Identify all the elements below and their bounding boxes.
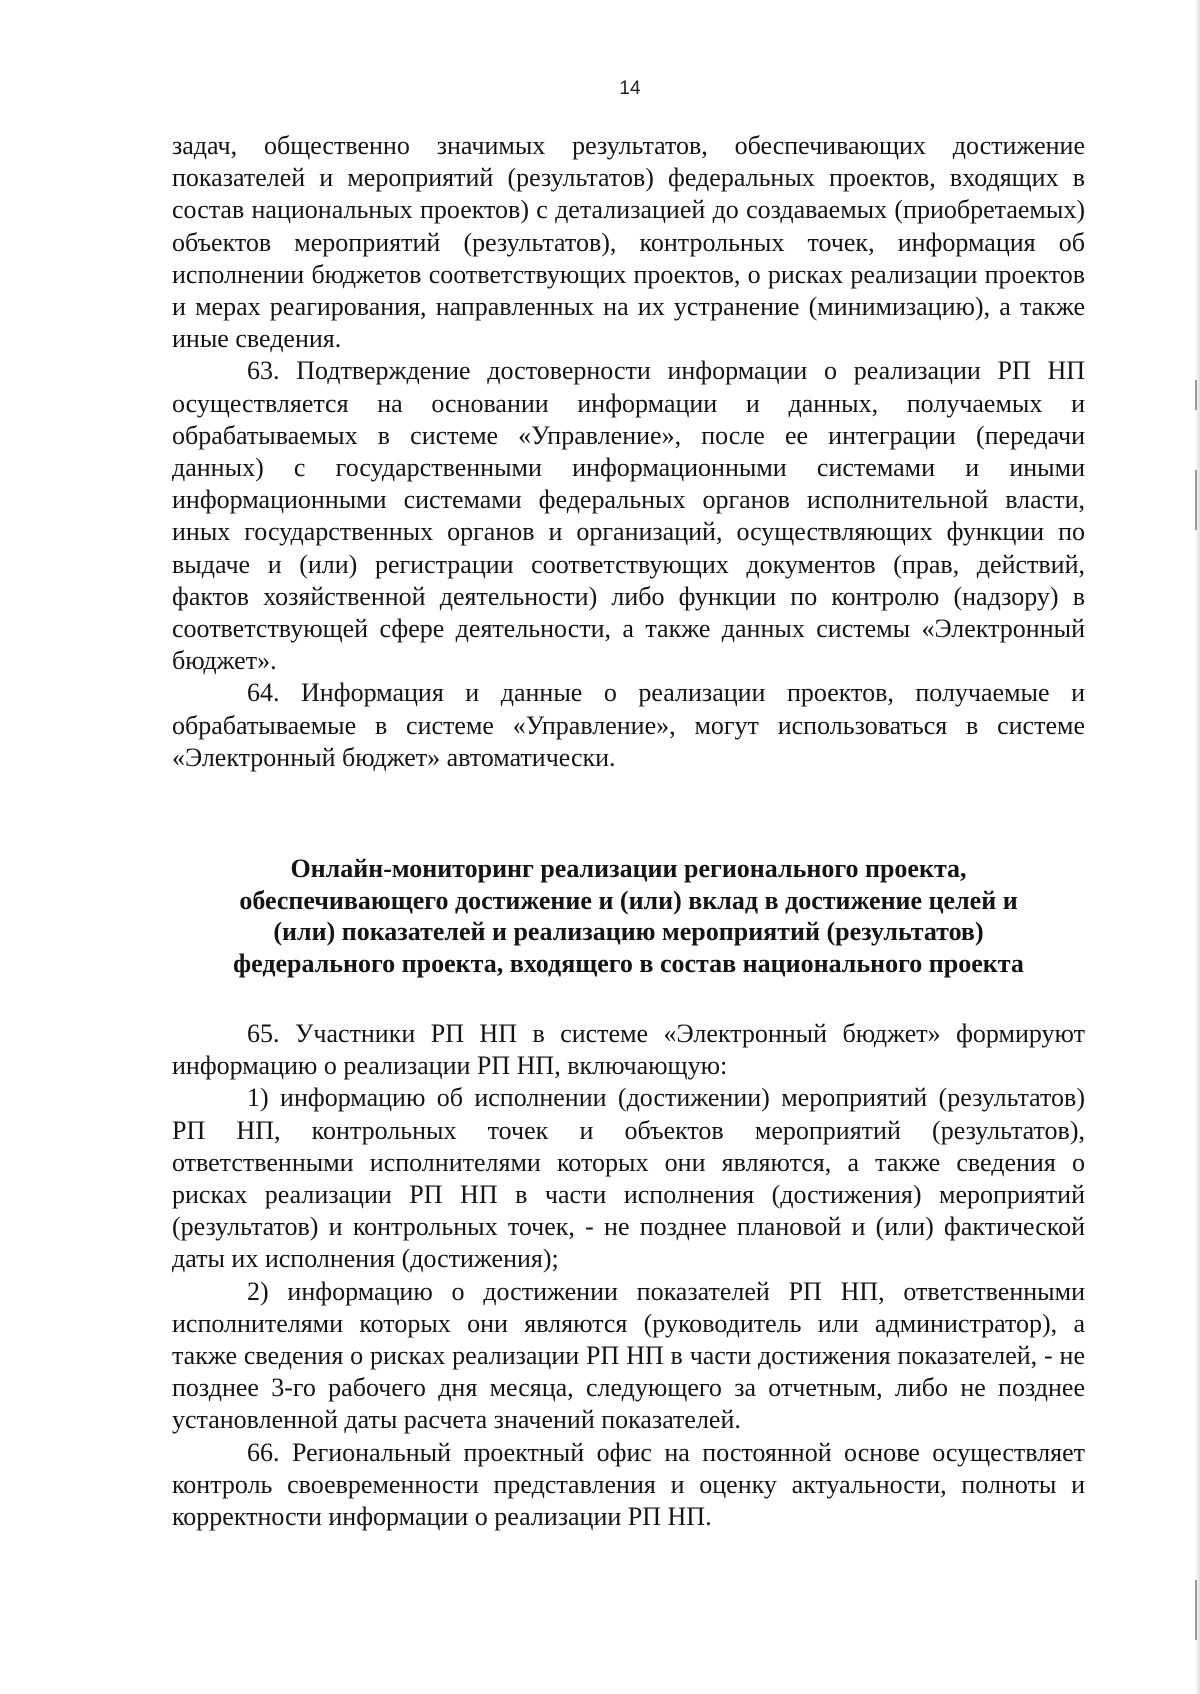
body-text-bottom <box>172 1018 1085 1533</box>
paragraph-64: 64. Информация и данные о реализации проектов, получаемые и обрабатываемые в системе «Управление», могут использоваться в системе «Электронный бюджет» автоматически. <box>172 678 1085 772</box>
body-text-top <box>172 130 1085 774</box>
scan-edge <box>1196 0 1200 1694</box>
paragraph-65-item-1: 1) информацию об исполнении (достижении) мероприятий (результатов) РП НП, контрольных точек и объектов мероприятий (результатов), ответственными исполнителями которых они являются, а также сведения о рисках реализации РП НП в части исполнения (достижения) мероприятий (результатов) и контрольных точек, - не позднее плановой и (или) фактической даты их исполнения (достижения); <box>172 1083 1085 1274</box>
paragraph-65: 65. Участники РП НП в системе «Электронный бюджет» формируют информацию о реализации РП НП, включающую: <box>172 1019 1085 1081</box>
section-heading <box>172 853 1085 979</box>
section-heading-line: (или) показателей и реализацию мероприятий (результатов) <box>273 917 984 946</box>
section-heading-line: обеспечивающего достижение и (или) вклад в достижение целей и <box>239 885 1018 915</box>
section-heading-line: федерального проекта, входящего в состав национального проекта <box>233 948 1024 978</box>
paragraph-63: 63. Подтверждение достоверности информации о реализации РП НП осуществляется на основании информации и данных, получаемых и обрабатываемых в системе «Управление», после ее интеграции (передачи данных) с государственными информационными системами и иными информационными системами федеральных органов исполнительной власти, иных государственных органов и организаций, осуществляющих функции по выдаче и (или) регистрации соответствующих документов (прав, действий, фактов хозяйственной деятельности) либо функции по контролю (надзору) в соответствующей сфере деятельности, а также данных системы «Электронный бюджет». <box>172 356 1085 676</box>
scan-edge-mark <box>1195 470 1197 530</box>
paragraph-continuation: задач, общественно значимых результатов, обеспечивающих достижение показателей и мероприятий (результатов) федеральных проектов, входящих в состав национальных проектов) с детализацией до создаваемых (приобретаемых) объектов мероприятий (результатов), контрольных точек, информация об исполнении бюджетов соответствующих проектов, о рисках реализации проектов и мерах реагирования, направленных на их устранение (минимизацию), а также иные сведения. <box>172 131 1085 354</box>
page-number: 14 <box>619 78 641 99</box>
scan-edge-mark <box>1195 1580 1197 1640</box>
section-heading-line: Онлайн-мониторинг реализации регионального проекта, <box>290 854 967 883</box>
scan-edge-mark <box>1195 380 1197 410</box>
paragraph-65-item-2: 2) информацию о достижении показателей РП НП, ответственными исполнителями которых они являются (руководитель или администратор), а также сведения о рисках реализации РП НП в части достижения показателей, - не позднее 3-го рабочего дня месяца, следующего за отчетным, либо не позднее установленной даты расчета значений показателей. <box>172 1276 1085 1435</box>
paragraph-66: 66. Региональный проектный офис на постоянной основе осуществляет контроль своевременности представления и оценку актуальности, полноты и корректности информации о реализации РП НП. <box>172 1437 1085 1532</box>
